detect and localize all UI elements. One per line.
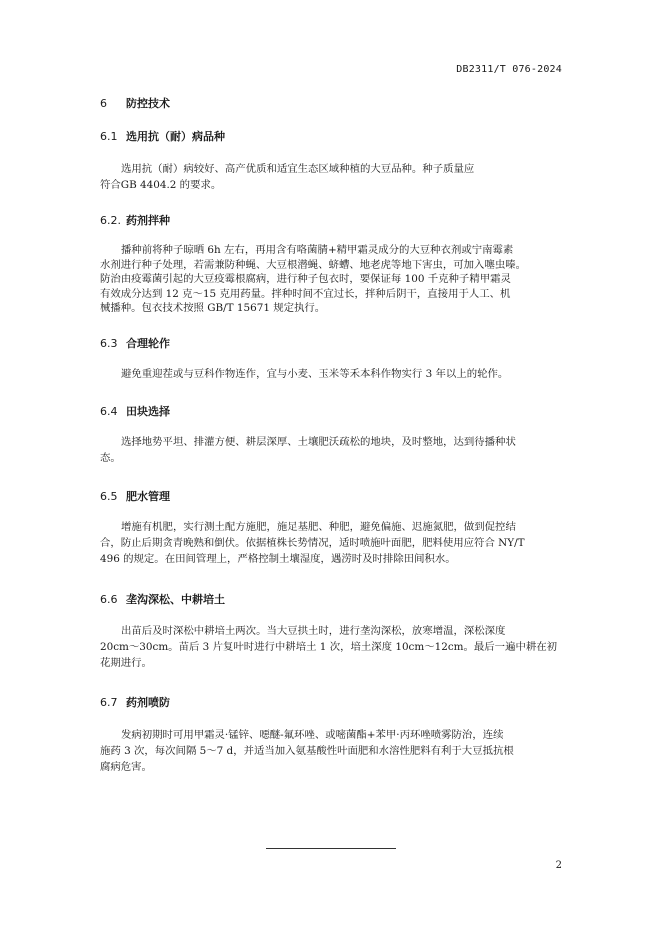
subsection-number: 6.1 (100, 130, 118, 143)
subsection-title: 垄沟深松、中耕培土 (126, 593, 225, 606)
paragraph-line: 水剂进行种子处理，若需兼防种蝇、大豆根潜蝇、蛴螬、地老虎等地下害虫，可加入噻虫嗪。 (100, 258, 527, 271)
paragraph-line: 播种前将种子晾晒 6h 左右，再用含有咯菌腈+精甲霜灵成分的大豆种衣剂或宁南霉素 (121, 244, 514, 256)
footer-divider (266, 848, 396, 849)
paragraph-line: 20cm～30cm。苗后 3 片复叶时进行中耕培土 1 次，培土深度 10cm～12cm。最后一遍中耕在初 (100, 641, 558, 653)
paragraph-6-7 (100, 727, 562, 775)
subsection-heading-6-7 (100, 694, 170, 710)
subsection-number: 6.4 (100, 405, 118, 418)
subsection-heading-6-6 (100, 591, 225, 607)
paragraph-line: 防治由疫霉菌引起的大豆疫霉根腐病，进行种子包衣时，要保证每 100 千克种子精甲霜灵 (100, 273, 511, 285)
paragraph-6-4 (100, 434, 562, 466)
subsection-title: 药剂拌种 (126, 214, 170, 227)
paragraph-6-2 (100, 243, 562, 316)
subsection-title: 药剂喷防 (126, 696, 170, 709)
subsection-number: 6.5 (100, 490, 118, 503)
paragraph-line: 施药 3 次，每次间隔 5～7 d，并适当加入氨基酸性叶面肥和水溶性肥料有利于大豆抵抗根 (100, 745, 514, 757)
paragraph-6-1 (100, 161, 562, 193)
paragraph-line: 腐病危害。 (100, 761, 152, 773)
subsection-heading-6-5 (100, 488, 170, 504)
subsection-title: 田块选择 (126, 405, 170, 418)
paragraph-line: 496 的规定。在田间管理上，严格控制土壤湿度，遇涝时及时排除田间积水。 (100, 553, 456, 565)
paragraph-line: 合，防止后期贪青晚熟和倒伏。依据植株长势情况，适时喷施叶面肥，肥料使用应符合 NY/T (100, 537, 525, 549)
subsection-heading-6-1 (100, 128, 225, 144)
paragraph-6-5 (100, 519, 562, 567)
paragraph-line: 增施有机肥，实行测土配方施肥，施足基肥、种肥，避免偏施、迟施氮肥，做到促控结 (121, 521, 516, 533)
subsection-heading-6-2 (100, 212, 170, 228)
standard-code: DB2311/T 076-2024 (456, 64, 562, 75)
paragraph-line: 出苗后及时深松中耕培土两次。当大豆拱土时，进行垄沟深松，放寒增温，深松深度 (121, 625, 506, 637)
subsection-heading-6-4 (100, 403, 170, 419)
subsection-heading-6-3 (100, 335, 170, 351)
subsection-number: 6.7 (100, 696, 118, 709)
paragraph-line: 选用抗（耐）病较好、高产优质和适宜生态区域种植的大豆品种。种子质量应 (121, 163, 475, 175)
section-heading (100, 95, 170, 111)
paragraph-line: 有效成分达到 12 克～15 克用药量。拌种时间不宜过长，拌种后阴干，直接用于人工、机 (100, 287, 511, 300)
paragraph-line: 花期进行。 (100, 657, 152, 669)
subsection-number: 6.2. (100, 214, 121, 227)
paragraph-6-6 (100, 623, 562, 671)
page-number: 2 (555, 860, 562, 871)
subsection-title: 肥水管理 (126, 490, 170, 503)
section-title: 防控技术 (126, 97, 170, 110)
subsection-title: 合理轮作 (126, 337, 170, 350)
subsection-number: 6.3 (100, 337, 118, 350)
paragraph-line: 符合GB 4404.2 的要求。 (100, 179, 222, 191)
paragraph-line: 械播种。包衣技术按照 GB/T 15671 规定执行。 (100, 302, 326, 314)
paragraph-line: 选择地势平坦、排灌方便、耕层深厚、土壤肥沃疏松的地块，及时整地，达到待播种状 (121, 436, 516, 448)
subsection-title: 选用抗（耐）病品种 (126, 130, 225, 143)
paragraph-line: 发病初期时可用甲霜灵·锰锌、噁醚-氟环唑、或嘧菌酯+苯甲·丙环唑喷雾防治，连续 (121, 729, 504, 741)
paragraph-line: 避免重迎茬或与豆科作物连作，宜与小麦、玉米等禾本科作物实行 3 年以上的轮作。 (121, 368, 509, 380)
paragraph-line: 态。 (100, 452, 121, 464)
paragraph-6-3 (100, 366, 562, 382)
subsection-number: 6.6 (100, 593, 118, 606)
section-number: 6 (100, 97, 107, 110)
